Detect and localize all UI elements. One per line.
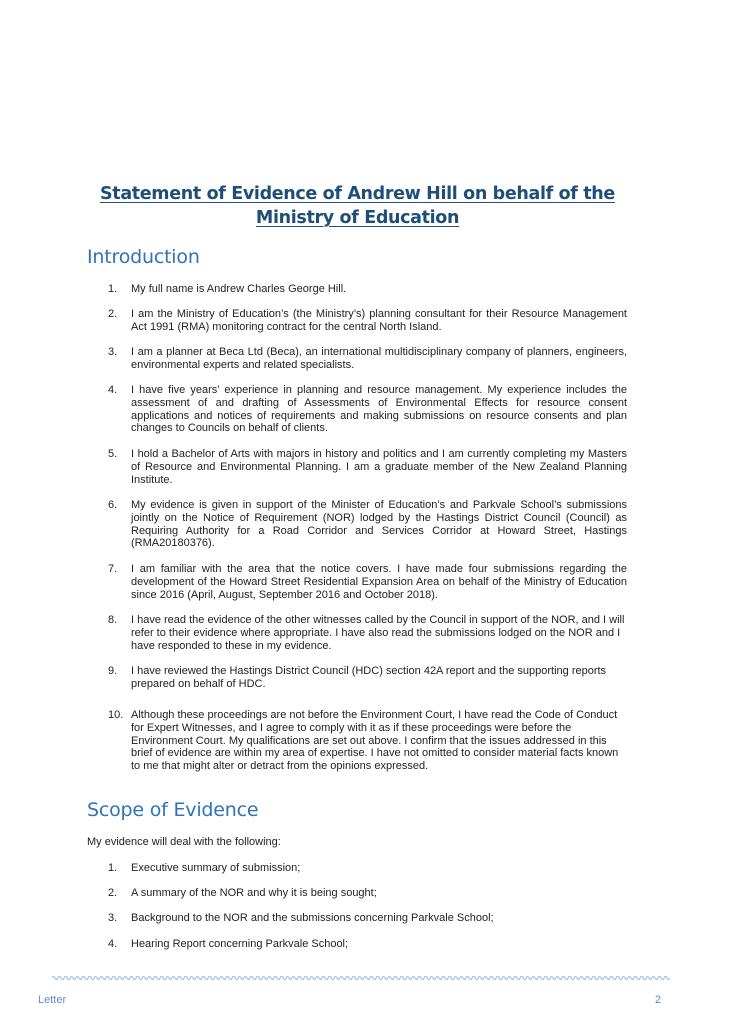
item-number: 10. xyxy=(108,709,124,721)
item-text: I hold a Bachelor of Arts with majors in history and politics and I am currently completing my Masters of Resource and Environmental Planning. I am a graduate member of the New Zealand Planning Institute. xyxy=(131,448,627,486)
item-number: 8. xyxy=(108,614,118,626)
item-number: 6. xyxy=(108,499,118,511)
scope-intro-text: My evidence will deal with the following: xyxy=(87,836,281,848)
footer-label: Letter xyxy=(38,994,67,1006)
item-text: I am a planner at Beca Ltd (Beca), an international multidisciplinary company of planners, engineers, environmental experts and related specialists. xyxy=(131,346,627,371)
footer-wave-divider xyxy=(52,973,670,983)
item-text: Although these proceedings are not before the Environment Court, I have read the Code of Conduct for Expert Witnesses, and I agree to comply with it as if these proceedings were before the Environment Court. My qualifications are set out above. I confirm that the issues addressed in this brief of evidence are within my area of expertise. I have not omitted to consider material facts known to me that might alter or detract from the opinions expressed. xyxy=(131,709,619,773)
item-text: Background to the NOR and the submissions concerning Parkvale School; xyxy=(131,912,494,924)
page-number: 2 xyxy=(655,994,662,1006)
item-number: 4. xyxy=(108,384,118,396)
item-number: 1. xyxy=(108,862,118,874)
item-text: I have five years’ experience in planning and resource management. My experience includes the assessment of and drafting of Assessments of Environmental Effects for resource consent applications and notices of requirements and making submissions on resource consents and plan changes to Councils on behalf of clients. xyxy=(131,384,627,435)
item-text: Hearing Report concerning Parkvale School; xyxy=(131,938,349,950)
item-number: 2. xyxy=(108,887,118,899)
item-text: Executive summary of submission; xyxy=(131,862,301,874)
introduction-heading: Introduction xyxy=(87,246,200,268)
item-number: 7. xyxy=(108,563,118,575)
item-number: 3. xyxy=(108,346,118,358)
item-text: I am familiar with the area that the notice covers. I have made four submissions regarding the development of the Howard Street Residential Expansion Area on behalf of the Ministry of Education since 2016 (April, August, September 2016 and October 2018). xyxy=(131,563,627,601)
scope-heading: Scope of Evidence xyxy=(87,799,259,821)
item-number: 4. xyxy=(108,938,118,950)
item-number: 5. xyxy=(108,448,118,460)
item-number: 2. xyxy=(108,308,118,320)
document-title: Statement of Evidence of Andrew Hill on behalf of the Ministry of Education xyxy=(100,184,615,228)
item-text: My full name is Andrew Charles George Hill. xyxy=(131,283,347,295)
item-number: 9. xyxy=(108,665,118,677)
item-text: I have read the evidence of the other witnesses called by the Council in support of the NOR, and I will refer to their evidence where appropriate. I have also read the submissions lodged on the NOR and I have responded to these in my evidence. xyxy=(131,614,625,652)
item-text: I am the Ministry of Education’s (the Ministry’s) planning consultant for their Resource Management Act 1991 (RMA) monitoring contract for the central North Island. xyxy=(131,308,627,333)
item-number: 3. xyxy=(108,912,118,924)
item-number: 1. xyxy=(108,283,118,295)
item-text: My evidence is given in support of the Minister of Education’s and Parkvale School’s submissions jointly on the Notice of Requirement (NOR) lodged by the Hastings District Council (Council) as Requiring Authority for a Road Corridor and Services Corridor at Howard Street, Hastings (RMA20180376). xyxy=(131,499,627,550)
item-text: A summary of the NOR and why it is being sought; xyxy=(131,887,377,899)
item-text: I have reviewed the Hastings District Council (HDC) section 42A report and the supporting reports prepared on behalf of HDC. xyxy=(131,665,607,690)
